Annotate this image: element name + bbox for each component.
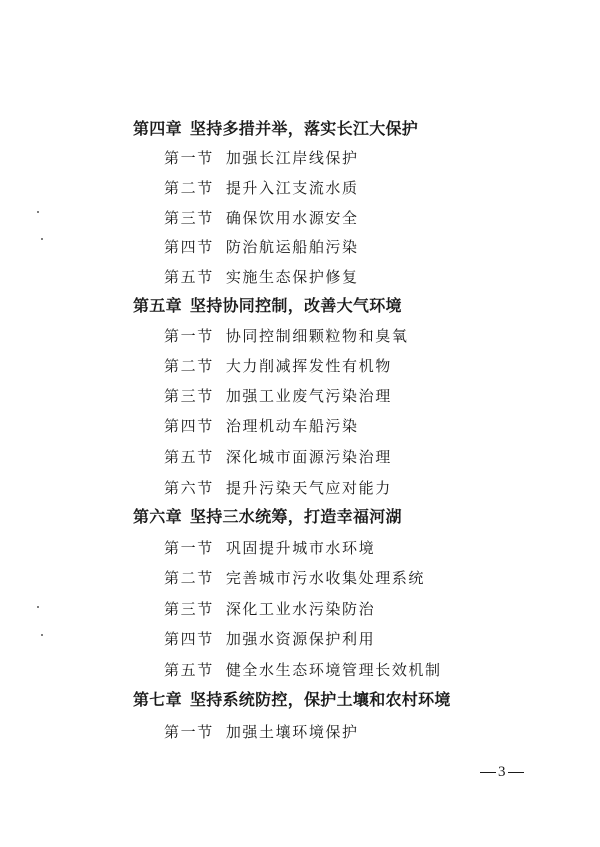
chapter-number: 第六章 [133,507,182,526]
toc-chapter-4[interactable] [133,119,418,139]
chapter-number: 第七章 [133,690,182,709]
toc-section[interactable] [164,599,375,619]
section-number: 第三节 [164,600,214,618]
toc-section[interactable] [164,386,392,406]
dash-right [508,772,524,773]
scan-speck [41,634,43,636]
toc-section[interactable] [164,447,392,467]
toc-section[interactable] [164,148,359,168]
scan-speck [41,238,43,240]
toc-section[interactable] [164,237,359,257]
dash-left [480,772,496,773]
section-number: 第一节 [164,539,214,557]
section-title: 协同控制细颗粒物和臭氧 [225,327,409,345]
toc-section[interactable] [164,478,392,498]
section-title: 防治航运船舶污染 [225,238,359,256]
section-number: 第五节 [164,448,214,466]
toc-section[interactable] [164,267,359,287]
section-number: 第四节 [164,238,214,256]
toc-section[interactable] [164,326,408,346]
toc-section[interactable] [164,356,392,376]
section-number: 第二节 [164,569,214,587]
section-number: 第二节 [164,357,214,375]
section-title: 加强水资源保护利用 [225,630,376,648]
chapter-number: 第五章 [133,296,182,315]
section-number: 第四节 [164,630,214,648]
section-title: 提升污染天气应对能力 [225,479,392,497]
chapter-number: 第四章 [133,119,182,138]
section-title: 加强土壤环境保护 [225,723,359,741]
section-number: 第六节 [164,479,214,497]
page-number-value: 3 [498,764,506,780]
section-number: 第四节 [164,417,214,435]
toc-section[interactable] [164,568,425,588]
section-number: 第一节 [164,723,214,741]
toc-section[interactable] [164,629,375,649]
section-number: 第五节 [164,268,214,286]
section-title: 加强长江岸线保护 [225,149,359,167]
section-title: 确保饮用水源安全 [225,209,359,227]
section-title: 治理机动车船污染 [225,417,359,435]
chapter-title: 坚持系统防控，保护土壤和农村环境 [189,690,451,709]
section-title: 健全水生态环境管理长效机制 [225,661,442,679]
scan-speck [37,211,39,213]
toc-section[interactable] [164,660,442,680]
chapter-title: 坚持协同控制，改善大气环境 [189,296,402,315]
section-number: 第三节 [164,209,214,227]
toc-section[interactable] [164,208,359,228]
section-number: 第五节 [164,661,214,679]
section-number: 第二节 [164,179,214,197]
section-title: 提升入江支流水质 [225,179,359,197]
toc-section[interactable] [164,416,359,436]
toc-section[interactable] [164,722,359,742]
section-title: 完善城市污水收集处理系统 [225,569,426,587]
scan-speck [37,606,39,608]
toc-section[interactable] [164,538,375,558]
section-title: 深化工业水污染防治 [225,600,376,618]
toc-chapter-7[interactable] [133,690,451,710]
section-title: 巩固提升城市水环境 [225,539,376,557]
toc-section[interactable] [164,178,359,198]
section-number: 第一节 [164,327,214,345]
section-title: 大力削减挥发性有机物 [225,357,392,375]
chapter-title: 坚持多措并举，落实长江大保护 [189,119,419,138]
section-title: 实施生态保护修复 [225,268,359,286]
section-title: 深化城市面源污染治理 [225,448,392,466]
section-number: 第三节 [164,387,214,405]
chapter-title: 坚持三水统筹，打造幸福河湖 [189,507,402,526]
toc-chapter-5[interactable] [133,296,402,316]
page-number [478,764,526,781]
toc-chapter-6[interactable] [133,507,402,527]
section-number: 第一节 [164,149,214,167]
section-title: 加强工业废气污染治理 [225,387,392,405]
